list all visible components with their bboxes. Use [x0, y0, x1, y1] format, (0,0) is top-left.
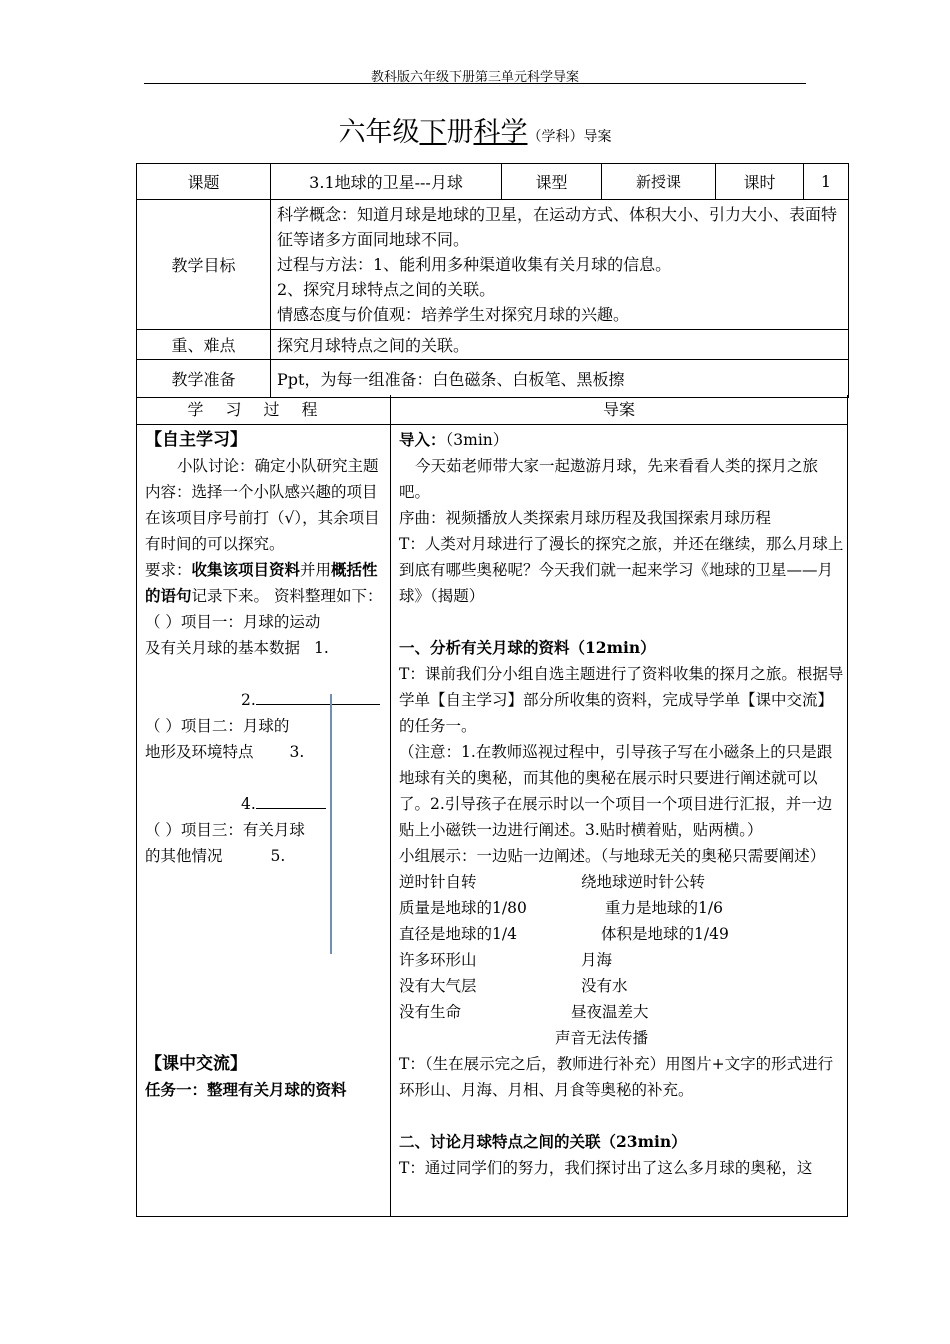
req-a: 要求： — [145, 561, 192, 579]
topic-value: 3.1地球的卫星---月球 — [271, 164, 502, 200]
fact-row — [399, 999, 845, 1025]
fact-row — [399, 1025, 845, 1051]
item3-label: 的其他情况 — [145, 847, 223, 865]
item2-label: 地形及环境特点 — [145, 743, 254, 761]
document-title — [140, 115, 810, 155]
item1-line1: （ ）项目一：月球的运动 — [145, 613, 321, 631]
moon-facts — [399, 869, 845, 1051]
guide-header: 导案 — [602, 400, 635, 419]
content-text: 内容：选择一个小队感兴趣的项目在该项目序号前打（√），其余项目有时间的可以探究。 — [145, 483, 380, 553]
title-tail: 导案 — [583, 129, 612, 145]
lesson-info-table — [136, 163, 849, 398]
prelude: 序曲：视频播放人类探索月球历程及我国探索月球历程 — [399, 509, 772, 527]
topic-label: 课题 — [137, 164, 271, 200]
item3-line1: （ ）项目三：有关月球 — [145, 821, 305, 839]
goal-method-1: 过程与方法：1、能利用多种渠道收集有关月球的信息。 — [277, 255, 672, 274]
section-2-para: T：通过同学们的努力，我们探讨出了这么多月球的奥秘，这 — [399, 1159, 813, 1177]
fact-right: 月海 — [581, 951, 613, 969]
connector-line — [330, 694, 332, 954]
blank-2[interactable] — [256, 688, 380, 705]
note-5: 5. — [270, 847, 286, 865]
process-header: 学习过程 — [187, 400, 340, 419]
section-1-para: T：课前我们分小组自选主题进行了资料收集的探月之旅。根据导学单【自主学习】部分所收集的资料，完成导学单【课中交流】的任务一。 — [399, 665, 844, 735]
goals-label: 教学目标 — [137, 200, 271, 330]
fact-left: 直径是地球的1/4 — [399, 925, 517, 943]
class-exchange-title: 【课中交流】 — [145, 1054, 247, 1074]
fact-left: 许多环形山 — [399, 951, 477, 969]
fact-left: 逆时针自转 — [399, 873, 477, 891]
intro-label: 导入： — [399, 430, 446, 449]
goal-method-2: 2、探究月球特点之间的关联。 — [277, 280, 496, 299]
title-paren: （学科） — [527, 129, 584, 145]
fact-row — [399, 973, 845, 999]
spacer — [399, 609, 845, 635]
teacher-question: T：人类对月球进行了漫长的探究之旅，并还在继续，那么月球上到底有哪些奥秘呢？今天我们就一起来学习《地球的卫星——月球》（揭题） — [399, 535, 844, 605]
fact-right: 重力是地球的1/6 — [605, 899, 723, 917]
task-1: 任务一：整理有关月球的资料 — [145, 1080, 347, 1099]
note-1: 1. — [314, 639, 329, 657]
note-2: 2. — [241, 691, 256, 709]
fact-right: 声音无法传播 — [555, 1029, 649, 1047]
spacer — [145, 661, 385, 687]
note-4-line — [145, 791, 385, 817]
note-4: 4. — [241, 795, 256, 813]
title-book: 册 — [446, 117, 474, 148]
spacer — [145, 869, 385, 1051]
item2-line1: （ ）项目二：月球的 — [145, 717, 290, 735]
fact-right: 体积是地球的1/49 — [601, 925, 729, 943]
hours-label: 课时 — [716, 164, 804, 200]
fact-left: 质量是地球的1/80 — [399, 899, 527, 917]
page-header: 教科版六年级下册第三单元科学导案 — [370, 70, 579, 85]
fact-row — [399, 921, 845, 947]
teacher-column — [399, 427, 845, 1181]
fact-left — [399, 1025, 555, 1051]
header-rule — [144, 83, 806, 84]
team-discussion: 小队讨论：确定小队研究主题 — [177, 457, 379, 475]
note-3: 3. — [289, 743, 305, 761]
self-study-title: 【自主学习】 — [145, 430, 247, 450]
req-e: 记录下来。 资料整理如下： — [191, 587, 383, 605]
key-label: 重、难点 — [137, 330, 271, 360]
goal-attitude: 情感态度与价值观：培养学生对探究月球的兴趣。 — [277, 305, 630, 324]
teacher-supplement: T：（生在展示完之后，教师进行补充）用图片+文字的形式进行环形山、月海、月相、月食等奥秘的补充。 — [399, 1055, 834, 1099]
blank-4[interactable] — [256, 792, 326, 809]
section-1-title: 一、分析有关月球的资料（12min） — [399, 638, 656, 657]
req-c: 并用 — [300, 561, 332, 579]
hours-value: 1 — [804, 164, 849, 200]
process-section — [136, 395, 848, 1217]
goals-content — [271, 200, 849, 330]
fact-left: 没有大气层 — [399, 977, 477, 995]
req-d: 概括性的语句 — [145, 560, 378, 605]
item2-line2 — [145, 739, 385, 765]
fact-right: 绕地球逆时针公转 — [581, 873, 706, 891]
fact-row — [399, 895, 845, 921]
fact-left: 没有生命 — [399, 1003, 462, 1021]
requirement-text — [145, 557, 385, 609]
fact-row — [399, 869, 845, 895]
title-grade: 六年级 — [338, 117, 420, 148]
req-b: 收集该项目资料 — [191, 560, 301, 579]
intro-line — [399, 427, 845, 453]
fact-row — [399, 947, 845, 973]
spacer — [399, 1103, 845, 1129]
intro-time: （3min） — [445, 431, 509, 449]
type-value: 新授课 — [602, 164, 716, 200]
note-2-line — [145, 687, 385, 713]
section-2-title: 二、讨论月球特点之间的关联（23min） — [399, 1132, 687, 1151]
title-subject: 科学 — [473, 117, 528, 148]
item1-label: 及有关月球的基本数据 — [145, 639, 301, 657]
column-divider — [390, 395, 391, 1216]
item3-line2 — [145, 843, 385, 869]
group-show: 小组展示：一边贴一边阐述。（与地球无关的奥秘只需要阐述） — [399, 847, 826, 865]
header-divider — [137, 424, 847, 425]
prep-label: 教学准备 — [137, 360, 271, 398]
intro-paragraph: 今天茹老师带大家一起遨游月球，先来看看人类的探月之旅吧。 — [399, 457, 819, 501]
prep-text: Ppt，为每一组准备：白色磁条、白板笔、黑板擦 — [271, 360, 849, 398]
section-1-note: （注意：1.在教师巡视过程中，引导孩子写在小磁条上的只是跟地球有关的奥秘，而其他的奥秘在展示时只要进行阐述就可以了。2.引导孩子在展示时以一个项目一个项目进行汇报，并一边贴上小磁铁一边进行阐述。3.贴时横着贴，贴两横。） — [399, 743, 833, 839]
fact-right: 没有水 — [581, 977, 628, 995]
item1-line2 — [145, 635, 385, 661]
goal-concept: 科学概念：知道月球是地球的卫星，在运动方式、体积大小、引力大小、表面特征等诸多方面同地球不同。 — [277, 205, 838, 249]
spacer — [145, 765, 385, 791]
title-mid: 下 — [419, 117, 447, 148]
fact-right: 昼夜温差大 — [571, 1003, 649, 1021]
type-label: 课型 — [502, 164, 602, 200]
key-text: 探究月球特点之间的关联。 — [271, 330, 849, 360]
student-column — [145, 427, 385, 1103]
